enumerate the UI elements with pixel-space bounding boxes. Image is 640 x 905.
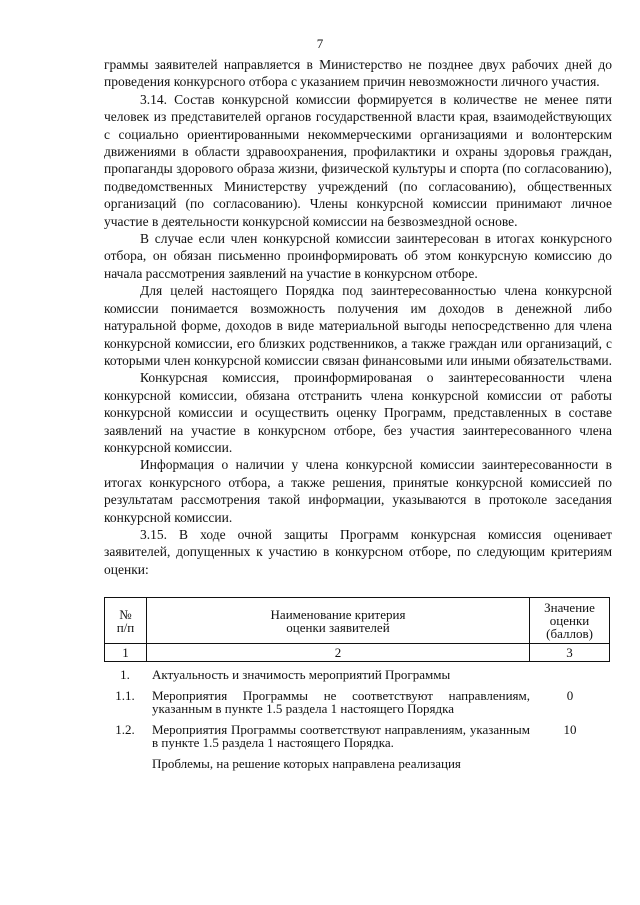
criterion-number: 1.1. [115,688,135,704]
criterion-score [530,668,610,681]
criteria-list [104,668,612,770]
criterion-row [104,757,612,770]
document-body [104,56,612,778]
criterion-score: 10 [563,722,577,738]
paragraph: Для целей настоящего Порядка под заинтересованностью члена конкурсной комиссии понимается возможность получения им доходов в денежной либо натуральной форме, доходов в виде материальной выгоды непосредственно для члена конкурсной комиссии, его близких родственников, а также граждан или организаций, с которыми член конкурсной комиссии связан финансовыми или иными обязательствами. [104,283,612,368]
column-number: 3 [530,644,610,662]
criterion-number: 1.2. [115,722,135,738]
header-score: Значение оценки (баллов) [530,598,610,644]
paragraph: граммы заявителей направляется в Министерство не позднее двух рабочих дней до проведения конкурсного отбора с указанием причин невозможности личного участия. [104,57,612,90]
paragraph: 3.15. В ходе очной защиты Программ конкурсная комиссия оценивает заявителей, допущенных к участию в конкурсном отборе, по следующим критериям оценки: [104,526,612,577]
column-number: 1 [105,644,147,662]
column-number: 2 [146,644,529,662]
paragraph: В случае если член конкурсной комиссии заинтересован в итогах конкурсного отбора, он обязан письменно проинформировать об этом конкурсную комиссию до начала рассмотрения заявлений на участие в конкурсном отборе. [104,231,612,281]
table-column-numbers-row [105,644,610,662]
criterion-text: Мероприятия Программы не соответствуют направлениям, указанным в пункте 1.5 раздела 1 настоящего Порядка [152,688,530,717]
criterion-row [104,689,612,715]
criterion-number: 1. [120,667,130,683]
header-criterion-name: Наименование критерия оценки заявителей [146,598,529,644]
criteria-table [104,597,610,662]
criterion-text: Мероприятия Программы соответствуют направлениям, указанным в пункте 1.5 раздела 1 настоящего Порядка. [152,722,530,751]
table-header-row [105,598,610,644]
paragraph: Информация о наличии у члена конкурсной комиссии заинтересованности в итогах конкурсного отбора, а также решения, принятые конкурсной комиссией по результатам рассмотрения такой информации, указываются в протоколе заседания конкурсной комиссии. [104,457,612,525]
criterion-row [104,668,612,681]
criterion-number [104,757,146,770]
criterion-text: Актуальность и значимость мероприятий Программы [152,667,451,683]
paragraph: 3.14. Состав конкурсной комиссии формируется в количестве не менее пяти человек из представителей органов государственной власти края, взаимодействующих с социально ориентированными некоммерческими организациями и волонтерским движениями в области здравоохранения, профилактики и охраны здоровья граждан, пропаганды здорового образа жизни, физической культуры и спорта (по согласованию), подведомственных Министерству учреждений (по согласованию), общественных организаций (по согласованию). Члены конкурсной комиссии принимают личное участие в деятельности конкурсной комиссии на безвозмездной основе. [104,91,612,229]
criterion-score [530,757,610,770]
paragraph: Конкурсная комиссия, проинформированая о заинтересованности члена конкурсной комиссии, обязана отстранить члена конкурсной комиссии от работы конкурсной комиссии и осуществить оценку Программ, представленных в составе заявлений на участие в конкурсном отборе, без участия заинтересованного члена конкурсной комиссии. [104,370,612,455]
page-number: 7 [316,36,324,51]
criterion-text: Проблемы, на решение которых направлена реализация [152,756,461,772]
criterion-score: 0 [566,688,574,704]
criterion-row [104,723,612,749]
header-number: № п/п [105,598,147,644]
